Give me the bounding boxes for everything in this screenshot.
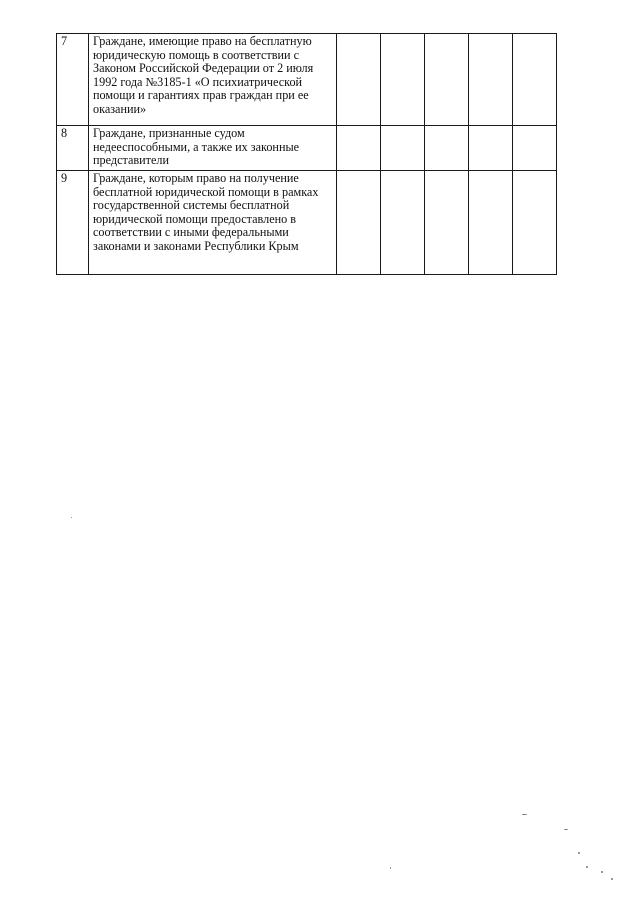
- value-cell: [381, 34, 425, 126]
- value-cell: [381, 126, 425, 171]
- scan-speck: [390, 867, 391, 869]
- value-cell: [337, 126, 381, 171]
- scan-speck: [578, 852, 580, 854]
- value-cell: [425, 126, 469, 171]
- value-cell: [337, 34, 381, 126]
- value-cell: [425, 171, 469, 275]
- table-row: [57, 171, 557, 275]
- value-cell: [337, 171, 381, 275]
- scan-speck: [522, 814, 527, 815]
- value-cell: [513, 126, 557, 171]
- table-row: [57, 126, 557, 171]
- value-cell: [469, 171, 513, 275]
- value-cell: [469, 34, 513, 126]
- row-description: Граждане, которым право на получение бесплатной юридической помощи в рамках государственной системы бесплатной юридической помощи предоставлено в соответствии с иными федеральными законами и законами Республики Крым: [89, 171, 337, 275]
- value-cell: [513, 34, 557, 126]
- value-cell: [513, 171, 557, 275]
- value-cell: [381, 171, 425, 275]
- row-number: 7: [57, 34, 89, 126]
- row-number: 9: [57, 171, 89, 275]
- row-number: 8: [57, 126, 89, 171]
- row-description: Граждане, признанные судом недееспособными, а также их законные представители: [89, 126, 337, 171]
- scan-speck: [611, 878, 613, 880]
- table-row: [57, 34, 557, 126]
- value-cell: [425, 34, 469, 126]
- scan-speck: [71, 517, 72, 518]
- scan-speck: [564, 829, 568, 830]
- scan-speck: [601, 871, 603, 873]
- row-description: Граждане, имеющие право на бесплатную юридическую помощь в соответствии с Законом Российской Федерации от 2 июля 1992 года №3185-1 «О психиатрической помощи и гарантиях прав граждан при ее оказании»: [89, 34, 337, 126]
- legal-aid-categories-table: [56, 33, 557, 275]
- scan-speck: [586, 866, 588, 868]
- value-cell: [469, 126, 513, 171]
